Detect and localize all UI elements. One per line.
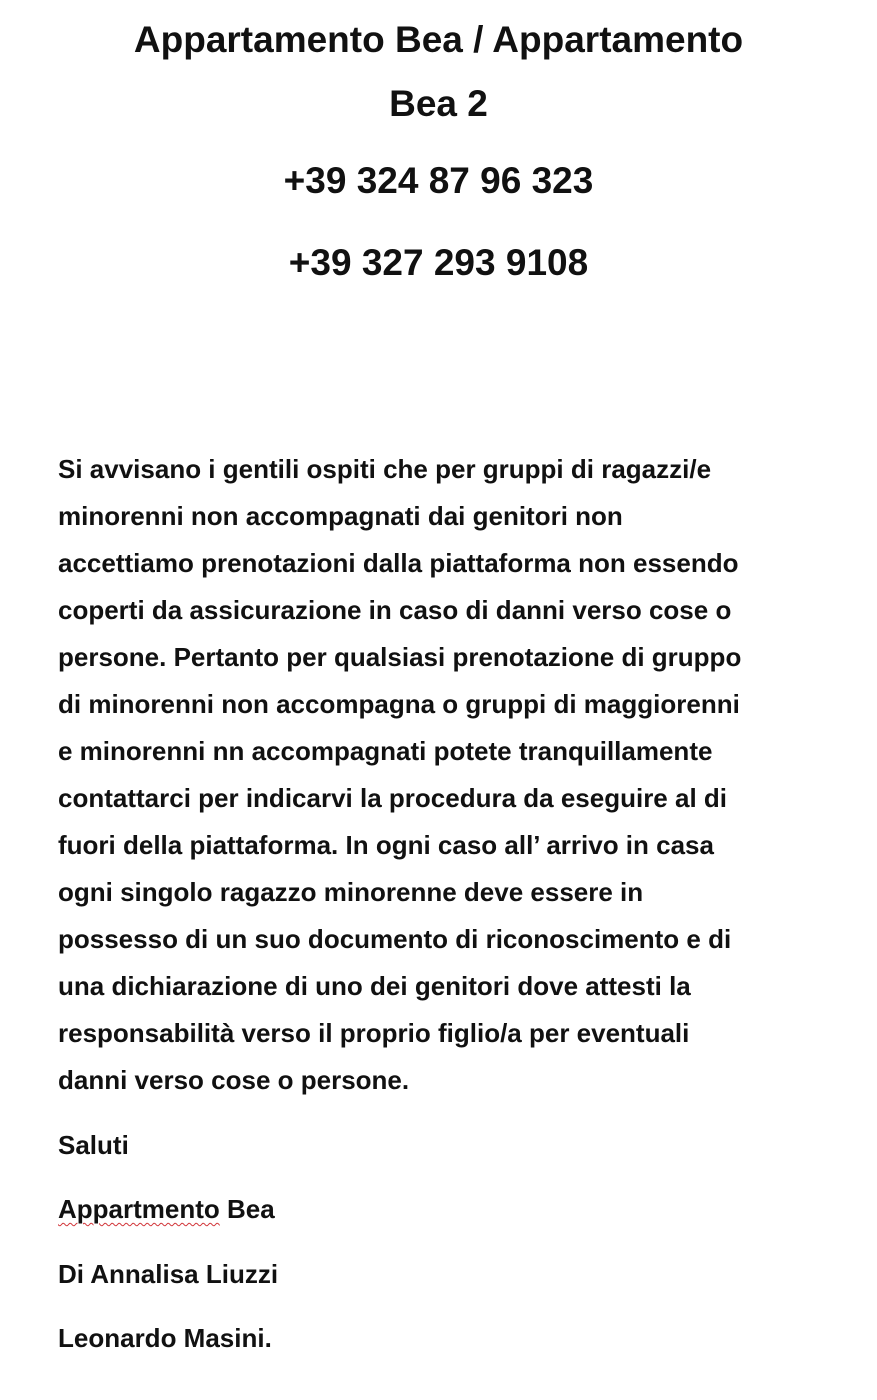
greeting: Saluti	[58, 1130, 129, 1160]
phone-number-2: +39 327 293 9108	[288, 242, 589, 283]
title-line-1: Appartamento Bea / Appartamento	[133, 19, 744, 60]
signature-by-line: Di Annalisa Liuzzi	[58, 1259, 279, 1289]
signature-place-name: Bea	[219, 1194, 275, 1224]
signature-name: Leonardo Masini.	[58, 1323, 272, 1353]
title-line-2: Bea 2	[389, 83, 488, 124]
phone-number-1: +39 324 87 96 323	[283, 160, 594, 201]
document-header	[0, 8, 877, 288]
signature-place	[58, 1189, 275, 1229]
misspelled-word: Appartmento	[58, 1194, 220, 1224]
notice-paragraph: Si avvisano i gentili ospiti che per gruppi di ragazzi/e minorenni non accompagnati dai genitori non accettiamo prenotazioni dalla piattaforma non essendo coperti da assicurazione in caso di danni verso cose o persone. Pertanto per qualsiasi prenotazione di gruppo di minorenni non accompagna o gruppi di maggiorenni e minorenni nn accompagnati potete tranquillamente contattarci per indicarvi la procedura da eseguire al di fuori della piattaforma. In ogni caso all’ arrivo in casa ogni singolo ragazzo minorenne deve essere in possesso di un suo documento di riconoscimento e di una dichiarazione di uno dei genitori dove attesti la responsabilità verso il proprio figlio/a per eventuali danni verso cose o persone.	[58, 454, 742, 1095]
